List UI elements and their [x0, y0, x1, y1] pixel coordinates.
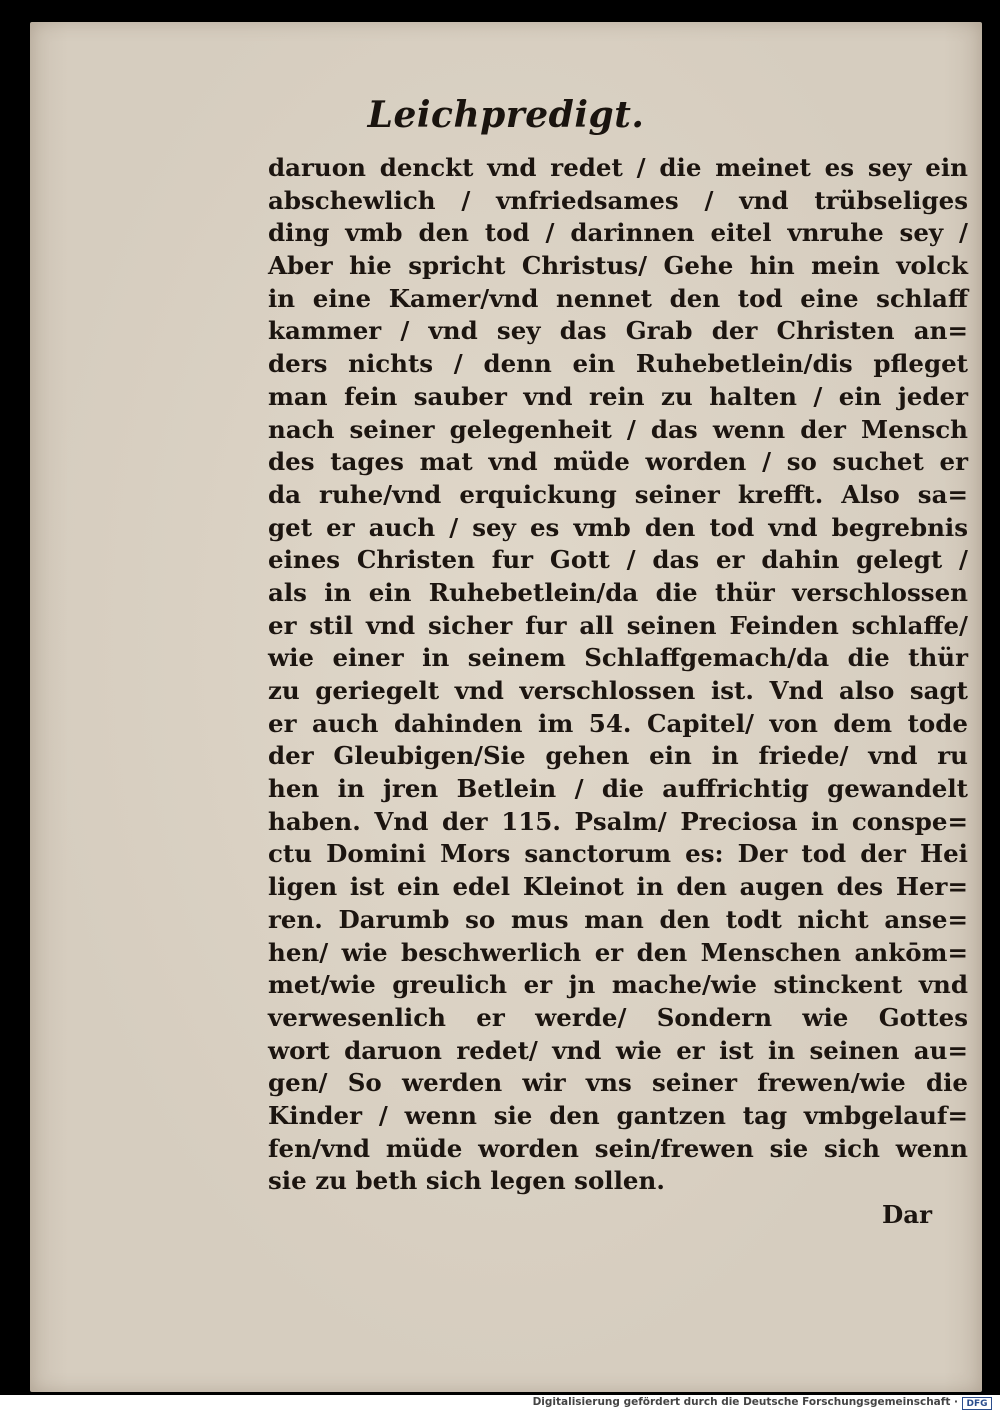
text-line: ligen ist ein edel Kleinot in den augen des Her=: [268, 872, 968, 902]
text-block: [268, 152, 968, 1198]
text-line: gen/ So werden wir vns seiner frewen/wie die: [268, 1068, 968, 1098]
text-line: met/wie greulich er jn mache/wie stinckent vnd: [268, 970, 968, 1000]
text-line: in eine Kamer/vnd nennet den tod eine schlaff: [268, 283, 968, 313]
text-line: ders nichts / denn ein Ruhebetlein/dis pfleget: [268, 349, 968, 379]
text-line: abschewlich / vnfriedsames / vnd trübseliges: [268, 185, 968, 215]
text-line: zu geriegelt vnd verschlossen ist. Vnd also sagt: [268, 676, 968, 705]
text-line: ding vmb den tod / darinnen eitel vnruhe sey /: [268, 218, 968, 248]
text-line: wie einer in seinem Schlaffgemach/da die thür: [268, 643, 968, 673]
text-line: man fein sauber vnd rein zu halten / ein jeder: [268, 381, 968, 411]
funding-notice: Digitalisierung gefördert durch die Deutsche Forschungsgemeinschaft ·: [532, 1396, 958, 1408]
text-line: wort daruon redet/ vnd wie er ist in seinen au=: [268, 1035, 968, 1065]
running-head: Leichpredigt.: [367, 94, 645, 136]
text-line: fen/vnd müde worden sein/frewen sie sich wenn: [268, 1133, 968, 1163]
text-line: Aber hie spricht Christus/ Gehe hin mein volck: [268, 251, 968, 281]
text-line: sie zu beth sich legen sollen.: [268, 1166, 665, 1196]
text-line: als in ein Ruhebetlein/da die thür verschlossen: [268, 577, 968, 607]
text-line: Kinder / wenn sie den gantzen tag vmbgelauf=: [268, 1100, 968, 1130]
footer-bar: [0, 1395, 1000, 1413]
text-line: da ruhe/vnd erquickung seiner krefft. Also sa=: [268, 479, 968, 509]
text-line: verwesenlich er werde/ Sondern wie Gottes: [268, 1002, 968, 1032]
text-line: ren. Darumb so mus man den todt nicht anse=: [268, 904, 968, 934]
catchword: Dar: [881, 1200, 932, 1229]
text-line: er auch dahinden im 54. Capitel/ von dem tode: [268, 708, 968, 738]
text-line: ctu Domini Mors sanctorum es: Der tod der Hei: [268, 839, 968, 869]
text-line: nach seiner gelegenheit / das wenn der Mensch: [268, 414, 968, 444]
text-line: des tages mat vnd müde worden / so suchet er: [268, 447, 968, 477]
text-line: hen in jren Betlein / die auffrichtig gewandelt: [268, 774, 968, 804]
text-line: haben. Vnd der 115. Psalm/ Preciosa in conspe=: [268, 806, 968, 836]
text-line: der Gleubigen/Sie gehen ein in friede/ vnd ru: [268, 741, 968, 771]
text-line: get er auch / sey es vmb den tod vnd begrebnis: [268, 512, 968, 542]
text-line: daruon denckt vnd redet / die meinet es sey ein: [268, 153, 968, 182]
text-line: eines Christen fur Gott / das er dahin gelegt /: [268, 545, 968, 575]
text-line: hen/ wie beschwerlich er den Menschen ankōm=: [268, 937, 968, 967]
dfg-logo: DFG: [962, 1397, 992, 1410]
text-line: kammer / vnd sey das Grab der Christen an=: [268, 316, 968, 346]
text-line: er stil vnd sicher fur all seinen Feinden schlaffe/: [268, 610, 968, 640]
book-page: [30, 22, 982, 1392]
